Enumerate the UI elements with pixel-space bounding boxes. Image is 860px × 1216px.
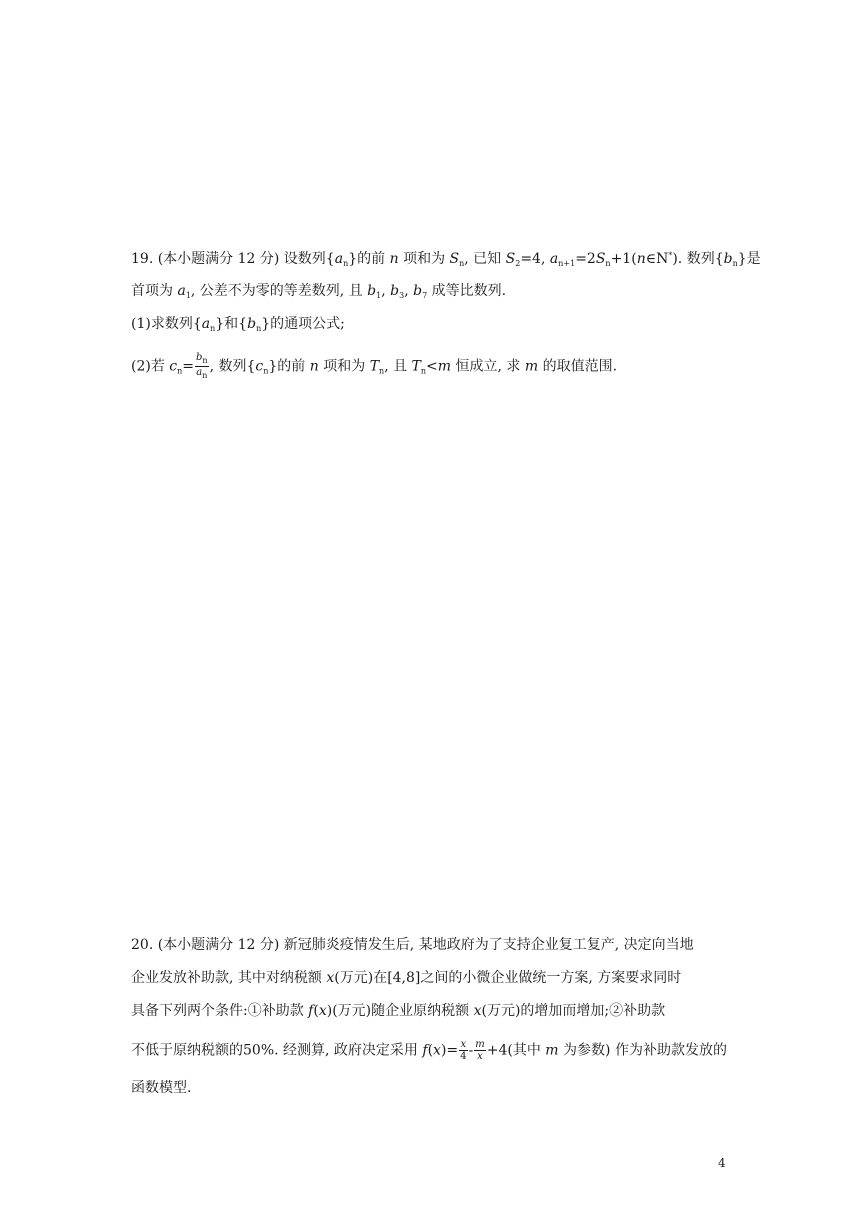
q19-part-2: (2)若 $c_n=$ $\frac{b_n}{a_n}$ , 数列$\{c_n\}$的前 n 项和为 $T_n$, 且 $T_n<m$ 恒成立, 求 m 的取值范围. — [131, 352, 618, 380]
q20-line-1: 20. (本小题满分 12 分) 新冠肺炎疫情发生后, 某地政府为了支持企业复工复产, 决定向当地 — [131, 937, 694, 953]
page-number: 4 — [718, 1156, 726, 1170]
q20-line-3: 具备下列两个条件:①补助款 f(x)(万元)随企业原纳税额 x(万元)的增加而增加;②补助款 — [131, 1003, 666, 1019]
q19-line-1: 19. (本小题满分 12 分) 设数列$\{a_n\}$的前 n 项和为 $S_n$, 已知 $S_2=4$, $a_{n+1}=2S_n+1(n\in N^*)$. 数列$\{b_n\}$是 — [131, 251, 761, 268]
fraction-bn-over-an: $\frac{b_n}{a_n}$ — [196, 352, 208, 380]
q19-part-1: (1)求数列$\{a_n\}$和$\{b_n\}$的通项公式; — [131, 316, 345, 333]
q20-line-5: 函数模型. — [131, 1080, 192, 1096]
q20-line-4: 不低于原纳税额的50%. 经测算, 政府决定采用 f(x)= $\frac{x}{4}$ - $\frac{m}{x}$ +4(其中 m 为参数) 作为补助款发放的 — [131, 1039, 727, 1062]
q20-line-2: 企业发放补助款, 其中对纳税额 x(万元)在[4,8]之间的小微企业做统一方案, 方案要求同时 — [131, 970, 682, 986]
fraction-m-over-x: $\frac{m}{x}$ — [475, 1039, 485, 1062]
fraction-x-over-4: $\frac{x}{4}$ — [460, 1039, 467, 1062]
q19-line-2: 首项为 $a_1$, 公差不为零的等差数列, 且 $b_1$, $b_3$, $b_7$ 成等比数列. — [131, 283, 507, 300]
